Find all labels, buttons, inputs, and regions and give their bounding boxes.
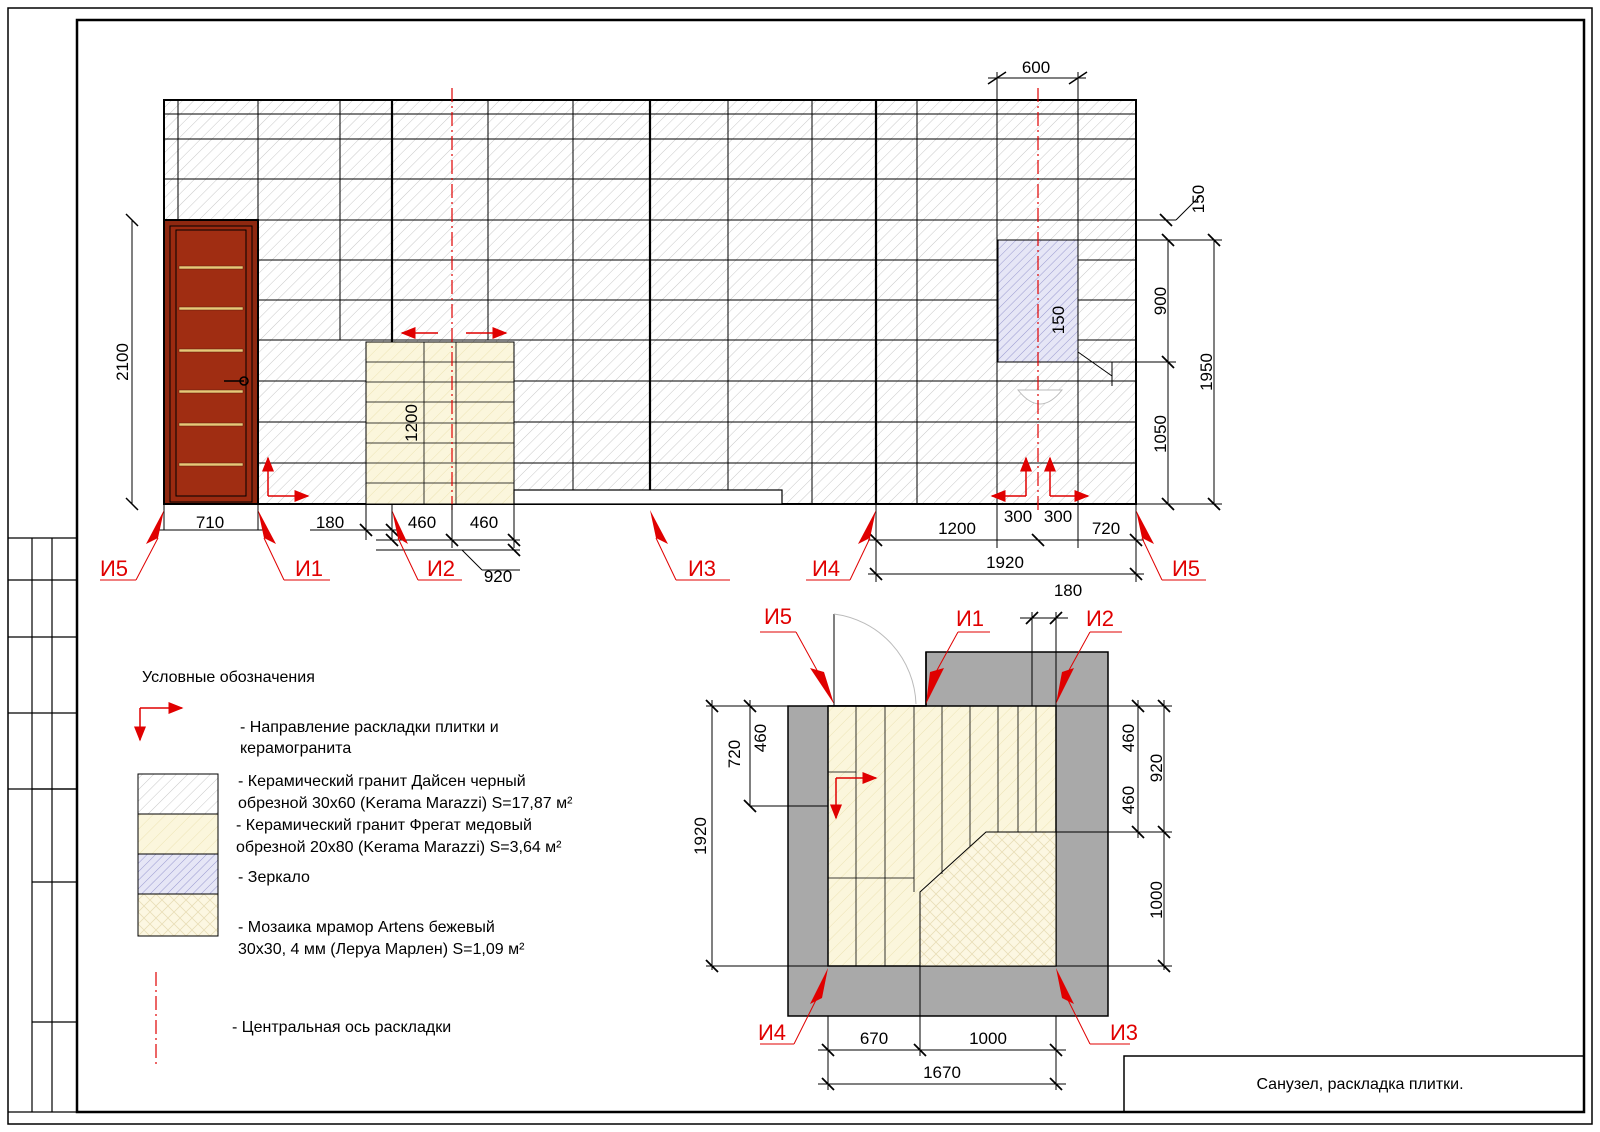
plan-dim-920: 920 [1147, 753, 1166, 783]
marker-i1: И1 [294, 556, 324, 581]
dim-180: 180 [315, 513, 345, 532]
legend-swatch-black-granite [138, 774, 218, 814]
plan-dim-460-left: 460 [751, 723, 770, 753]
dim-300-a: 300 [1003, 507, 1033, 526]
plan-dim-1000-vertical: 1000 [1147, 881, 1166, 919]
dim-1200: 1200 [938, 519, 976, 538]
legend-mosaic-line1: - Мозаика мрамор Artens бежевый [238, 919, 495, 936]
plan-dim-670: 670 [859, 1029, 889, 1048]
marker-i5-right: И5 [1171, 556, 1201, 581]
dim-150-mirror: 150 [1049, 305, 1068, 335]
dim-1050: 1050 [1151, 415, 1170, 453]
dim-2100: 2100 [113, 343, 132, 381]
legend-swatch-honey-granite [138, 814, 218, 854]
plan-dim-460-right-a: 460 [1119, 723, 1138, 753]
plan-marker-i2: И2 [1085, 606, 1115, 631]
marker-arrow-i5-right [1136, 510, 1154, 544]
legend-tile2-line1: - Керамический гранит Фрегат медовый [236, 817, 532, 834]
legend [138, 669, 573, 1066]
plan-dim-1920: 1920 [691, 817, 710, 855]
plan-dim-180: 180 [1053, 581, 1083, 600]
plan-dim-1670: 1670 [923, 1063, 961, 1082]
legend-title: Условные обозначения [142, 669, 315, 686]
dim-920: 920 [483, 567, 513, 586]
dim-900: 900 [1151, 286, 1170, 316]
legend-swatch-mirror [138, 854, 218, 894]
plan-dim-720: 720 [725, 739, 744, 769]
marker-i5-left: И5 [99, 556, 129, 581]
plan-dim-1000: 1000 [969, 1029, 1007, 1048]
dim-460-b: 460 [469, 513, 499, 532]
wall-elevation [100, 58, 1222, 586]
plan-dim-460-right-b: 460 [1119, 785, 1138, 815]
marker-arrow-i1 [258, 510, 276, 544]
legend-mosaic-line2: 30х30, 4 мм (Леруа Марлен) S=1,09 м² [238, 941, 525, 958]
bathtub-edge [514, 490, 782, 504]
dim-1200-vertical: 1200 [402, 404, 421, 442]
marker-arrow-i4 [858, 510, 876, 544]
legend-direction-line1: - Направление раскладки плитки и [240, 719, 499, 736]
dim-1920: 1920 [986, 553, 1024, 572]
legend-swatch-mosaic [138, 894, 218, 936]
dim-300-b: 300 [1043, 507, 1073, 526]
binding-strip [8, 538, 77, 1112]
legend-tile1-line1: - Керамический гранит Дайсен черный [238, 773, 526, 790]
sheet-title: Санузел, раскладка плитки. [1256, 1076, 1464, 1093]
marker-i2: И2 [426, 556, 456, 581]
marker-i3: И3 [687, 556, 717, 581]
dim-710: 710 [195, 513, 225, 532]
plan-marker-i4: И4 [757, 1020, 787, 1045]
marker-i4: И4 [811, 556, 841, 581]
legend-tile1-line2: обрезной 30х60 (Kerama Marazzi) S=17,87 м² [238, 795, 573, 812]
legend-direction-arrow [140, 708, 182, 740]
plan-marker-i5: И5 [763, 604, 793, 629]
door-swing [834, 614, 916, 706]
legend-tile2-line2: обрезной 20х80 (Kerama Marazzi) S=3,64 м² [236, 839, 562, 856]
marker-arrow-i5-left [146, 510, 164, 544]
dim-720: 720 [1091, 519, 1121, 538]
elevation-marker-arrows [146, 510, 1154, 544]
plan-marker-i1: И1 [955, 606, 985, 631]
legend-axis: - Центральная ось раскладки [232, 1019, 452, 1036]
plan-marker-i3: И3 [1109, 1020, 1139, 1045]
dim-1950: 1950 [1197, 353, 1216, 391]
legend-direction-line2: керамогранита [240, 740, 352, 757]
legend-mirror: - Зеркало [238, 869, 310, 886]
dim-460-a: 460 [407, 513, 437, 532]
floor-plan [691, 581, 1172, 1090]
door [164, 220, 258, 504]
marker-arrow-i2 [392, 510, 408, 544]
dim-150-top: 150 [1189, 184, 1208, 214]
dim-600: 600 [1021, 58, 1051, 77]
marker-arrow-i3 [650, 510, 668, 544]
